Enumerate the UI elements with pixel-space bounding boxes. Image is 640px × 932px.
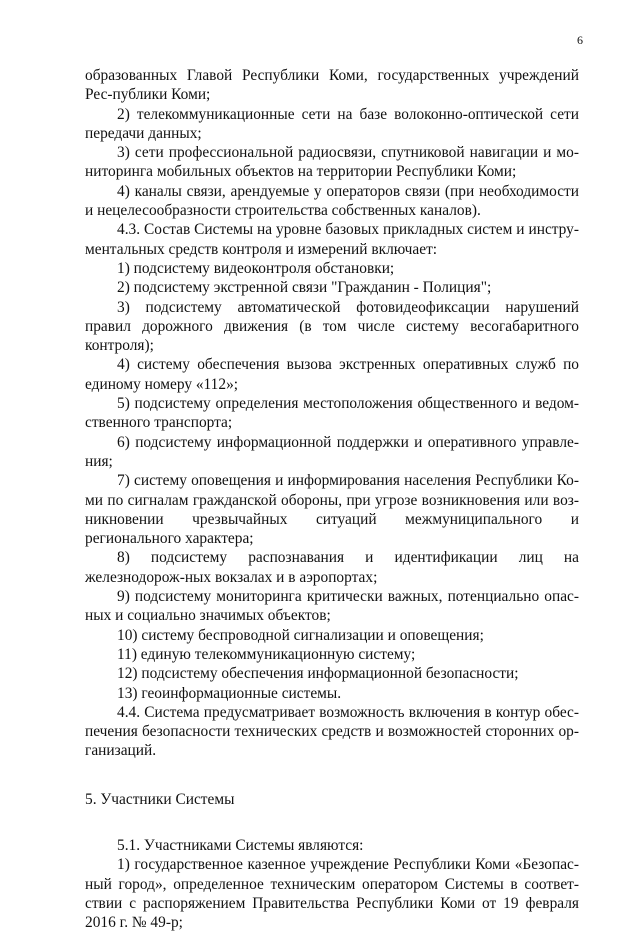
paragraph: 4.3. Состав Системы на уровне базовых прикладных систем и инстру-ментальных средств контроля и измерений включает: xyxy=(85,221,579,258)
paragraph: 2) телекоммуникационные сети на базе волоконно-оптической сети передачи данных; xyxy=(85,105,579,142)
paragraph: 5.1. Участниками Системы являются: xyxy=(117,836,364,854)
list-item: 5) подсистему определения местоположения общественного и ведом-ственного транспорта; xyxy=(85,395,579,432)
list-item: 8) подсистему распознавания и идентификации лиц на железнодорож-ных вокзалах и в аэропортах; xyxy=(85,549,579,586)
paragraph: 4) каналы связи, арендуемые у операторов связи (при необходимости и нецелесообразности строительства собственных каналов). xyxy=(85,182,579,220)
paragraph: образованных Главой Республики Коми, государственных учреждений Рес-публики Коми; xyxy=(85,67,579,104)
list-item: 10) систему беспроводной сигнализации и оповещения; xyxy=(117,626,484,644)
list-item: 3) подсистему автоматической фотовидеофиксации нарушений правил дорожного движения (в том числе систему весогабаритного контроля); xyxy=(85,298,579,355)
paragraph: 3) сети профессиональной радиосвязи, спутниковой навигации и мо-ниторинга мобильных объектов на территории Республики Коми; xyxy=(85,144,579,181)
list-item: 6) подсистему информационной поддержки и оперативного управле-ния; xyxy=(85,433,579,470)
list-item: 7) систему оповещения и информирования населения Республики Ко-ми по сигналам гражданской обороны, при угрозе возникновения или воз-никновении чрезвычайных ситуаций межмуниципального и регионального характера; xyxy=(85,472,579,548)
list-item: 9) подсистему мониторинга критически важных, потенциально опас-ных и социально значимых объектов; xyxy=(85,588,579,625)
list-item: 2) подсистему экстренной связи "Гражданин - Полиция"; xyxy=(117,279,492,297)
list-item: 13) геоинформационные системы. xyxy=(117,684,342,702)
document-body xyxy=(85,66,579,932)
list-item: 12) подсистему обеспечения информационной безопасности; xyxy=(117,665,519,683)
list-item: 11) единую телекоммуникационную систему; xyxy=(117,645,416,663)
page-number: 6 xyxy=(577,33,583,47)
paragraph: 4.4. Система предусматривает возможность включения в контур обес-печения безопасности технических средств и возможностей сторонних ор-ганизаций. xyxy=(85,703,579,760)
list-item: 4) систему обеспечения вызова экстренных оперативных служб по единому номеру «112»; xyxy=(85,356,579,393)
list-item: 1) подсистему видеоконтроля обстановки; xyxy=(117,259,395,277)
list-item: 1) государственное казенное учреждение Республики Коми «Безопас-ный город», определенное техническим оператором Системы в соответ-ствии с распоряжением Правительства Республики Коми от 19 февраля 2016 г. № 49-р; xyxy=(85,856,579,932)
section-heading: 5. Участники Системы xyxy=(85,790,235,808)
